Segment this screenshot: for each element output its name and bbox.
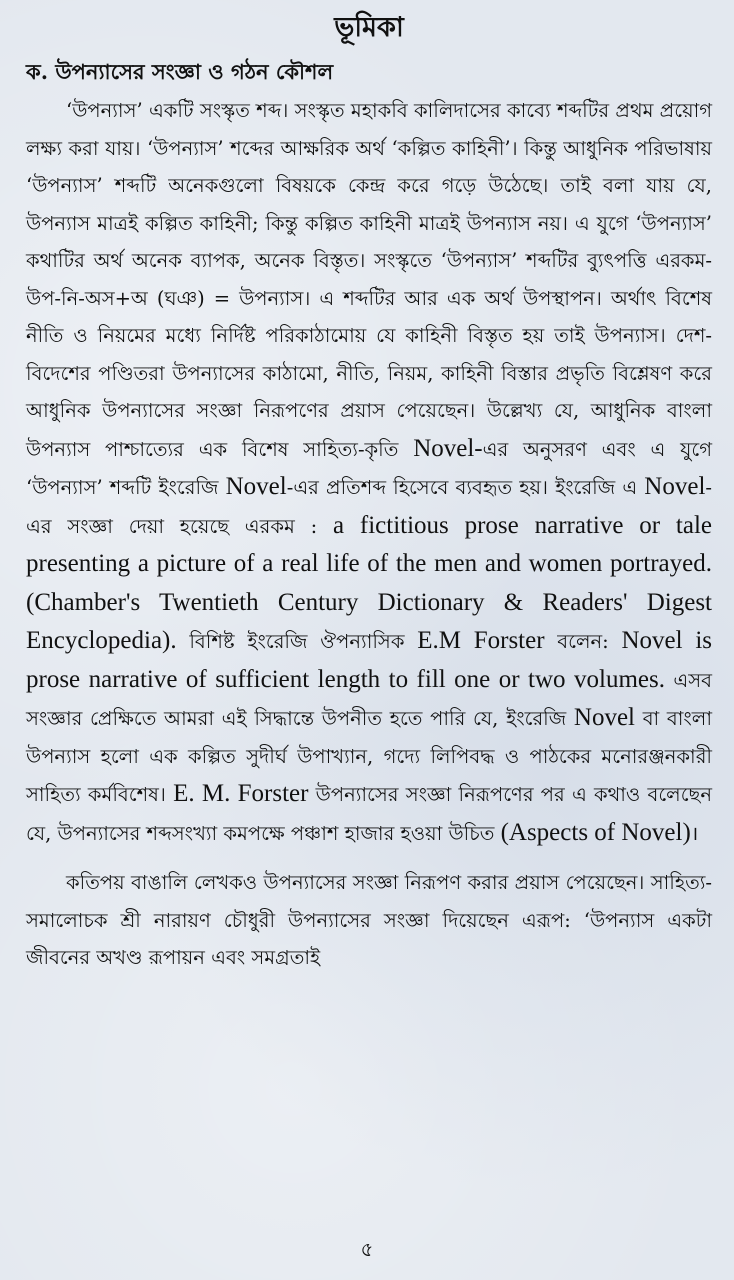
para1-text-11: বলেন:	[544, 630, 622, 653]
para1-text-19: ।	[690, 821, 699, 845]
para1-latin-forster-2: E. M. Forster	[173, 780, 309, 807]
para2-text: কতিপয় বাঙালি লেখকও উপন্যাসের সংজ্ঞা নিরূপণ করার প্রয়াস পেয়েছেন। সাহিত্য-সমালোচক শ্রী নারায়ণ চৌধুরী উপন্যাসের সংজ্ঞা দিয়েছেন এরূপ: ‘উপন্যাস একটা জীবনের অখণ্ড রূপায়ন এবং সমগ্রতাই	[26, 871, 712, 969]
para1-latin-novel-4: Novel	[573, 704, 635, 731]
para1-text-7: -এর সংজ্ঞা দেয়া হয়েছে এরকম :	[26, 476, 712, 538]
para1-english-definition: a fictitious prose narrative or tale presenting a picture of a real life of the men and women portrayed. (Chamber's Twentieth Century Dictionary & Readers' Digest Encyclopedia).	[26, 511, 712, 654]
para1-text-17: উপন্যাসের সংজ্ঞা নিরূপণের পর এ কথাও বলেছেন যে, উপন্যাসের শব্দসংখ্যা কমপক্ষে পঞ্চাশ হাজার হওয়া উচিত	[26, 783, 713, 845]
section-heading: ক. উপন্যাসের সংজ্ঞা ও গঠন কৌশল	[26, 59, 334, 84]
para1-text-3: এর অনুসরণ এবং এ যুগে ‘উপন্যাস’ শব্দটি ইংরেজি	[26, 437, 713, 499]
para1-latin-forster: E.M Forster	[417, 627, 545, 654]
para1-latin-novel-2: Novel	[225, 473, 287, 500]
para1-citation: (Aspects of Novel)	[500, 818, 691, 846]
para1-text-5: -এর প্রতিশব্দ হিসেবে ব্যবহৃত হয়। ইংরেজি এ	[286, 476, 645, 499]
para1-text-13: এসব সংজ্ঞার প্রেক্ষিতে আমরা এই সিদ্ধান্তে উপনীত হতে পারি যে, ইংরেজি	[26, 668, 712, 730]
para1-text-15: বা বাংলা উপন্যাস হলো এক কল্পিত সুদীর্ঘ উপাখ্যান, গদ্যে লিপিবদ্ধ ও পাঠকের মনোরঞ্জনকারী সাহিত্য কর্মবিশেষ।	[26, 707, 712, 806]
page-number: ৫	[360, 1237, 374, 1261]
para1-latin-novel-3: Novel	[644, 473, 706, 500]
paragraph-definition	[26, 92, 712, 852]
para1-text-9: বিশিষ্ট ইংরেজি ঔপন্যাসিক	[176, 630, 418, 653]
page-title: ভূমিকা	[334, 12, 404, 43]
para1-forster-quote: Novel is prose narrative of sufficient length to fill one or two volumes.	[26, 627, 712, 693]
para1-text-1: ‘উপন্যাস’ একটি সংস্কৃত শব্দ। সংস্কৃত মহাকবি কালিদাসের কাব্যে শব্দটির প্রথম প্রয়োগ লক্ষ্য করা যায়। ‘উপন্যাস’ শব্দের আক্ষরিক অর্থ ‘কল্পিত কাহিনী’। কিন্তু আধুনিক পরিভাষায় ‘উপন্যাস’ শব্দটি অনেকগুলো বিষয়কে কেন্দ্র করে গড়ে উঠেছে। তাই বলা যায় যে, উপন্যাস মাত্রই কল্পিত কাহিনী; কিন্তু কল্পিত কাহিনী মাত্রই উপন্যাস নয়। এ যুগে ‘উপন্যাস’ কথাটির অর্থ অনেক ব্যাপক, অনেক বিস্তৃত। সংস্কৃতে ‘উপন্যাস’ শব্দটির ব্যুৎপত্তি এরকম-উপ-নি-অস+অ (ঘঞ) = উপন্যাস। এ শব্দটির আর এক অর্থ উপস্থাপন। অর্থাৎ বিশেষ নীতি ও নিয়মের মধ্যে নির্দিষ্ট পরিকাঠামোয় যে কাহিনী বিস্তৃত হয় তাই উপন্যাস। দেশ-বিদেশের পণ্ডিতরা উপন্যাসের কাঠামো, নীতি, নিয়ম, কাহিনী বিস্তার প্রভৃতি বিশ্লেষণ করে আধুনিক উপন্যাসের সংজ্ঞা নিরূপণের প্রয়াস পেয়েছেন। উল্লেখ্য যে, আধুনিক বাংলা উপন্যাস পাশ্চাত্যের এক বিশেষ সাহিত্য-কৃতি	[26, 99, 712, 461]
para1-latin-novel: Novel-	[413, 434, 483, 462]
paragraph-bengali-authors	[26, 864, 712, 977]
